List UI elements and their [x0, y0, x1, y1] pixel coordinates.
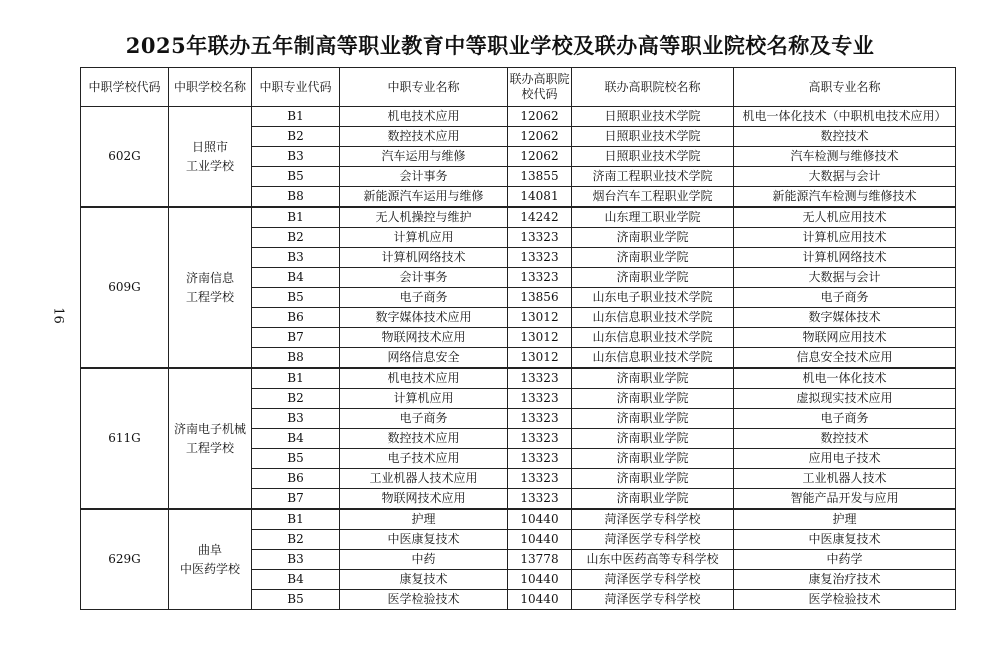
college-code-cell: 12062 [508, 127, 572, 147]
college-major-cell: 工业机器人技术 [734, 469, 956, 489]
college-name-cell: 菏泽医学专科学校 [572, 590, 734, 610]
major-name-cell: 计算机应用 [340, 228, 508, 248]
major-code-cell: B2 [252, 530, 340, 550]
page-title: 2025年联办五年制高等职业教育中等职业学校及联办高等职业院校名称及专业 [125, 33, 875, 58]
major-code-cell: B1 [252, 509, 340, 530]
college-code-cell: 13012 [508, 308, 572, 328]
college-major-cell: 计算机网络技术 [734, 248, 956, 268]
college-code-cell: 13323 [508, 469, 572, 489]
school-name-cell: 济南信息 工程学校 [169, 207, 252, 368]
college-name-cell: 济南工程职业技术学院 [572, 167, 734, 187]
college-name-cell: 济南职业学院 [572, 268, 734, 288]
major-code-cell: B7 [252, 328, 340, 348]
college-major-cell: 医学检验技术 [734, 590, 956, 610]
college-code-cell: 13323 [508, 389, 572, 409]
college-name-cell: 济南职业学院 [572, 469, 734, 489]
major-name-cell: 医学检验技术 [340, 590, 508, 610]
major-code-cell: B6 [252, 469, 340, 489]
college-code-cell: 13323 [508, 228, 572, 248]
college-major-cell: 中医康复技术 [734, 530, 956, 550]
major-code-cell: B4 [252, 429, 340, 449]
major-name-cell: 无人机操控与维护 [340, 207, 508, 228]
major-name-cell: 汽车运用与维修 [340, 147, 508, 167]
header-school-code: 中职学校代码 [81, 68, 169, 107]
school-code-cell: 611G [81, 368, 169, 509]
college-major-cell: 汽车检测与维修技术 [734, 147, 956, 167]
major-code-cell: B8 [252, 187, 340, 208]
major-code-cell: B3 [252, 550, 340, 570]
school-code-cell: 609G [81, 207, 169, 368]
college-name-cell: 日照职业技术学院 [572, 107, 734, 127]
college-code-cell: 13856 [508, 288, 572, 308]
college-code-cell: 13323 [508, 489, 572, 510]
major-code-cell: B7 [252, 489, 340, 510]
school-name-cell: 济南电子机械 工程学校 [169, 368, 252, 509]
college-name-cell: 济南职业学院 [572, 429, 734, 449]
college-code-cell: 13778 [508, 550, 572, 570]
college-name-cell: 菏泽医学专科学校 [572, 530, 734, 550]
major-name-cell: 计算机应用 [340, 389, 508, 409]
major-code-cell: B5 [252, 590, 340, 610]
table-row [81, 207, 956, 228]
major-code-cell: B3 [252, 147, 340, 167]
college-name-cell: 山东理工职业学院 [572, 207, 734, 228]
college-major-cell: 虚拟现实技术应用 [734, 389, 956, 409]
college-name-cell: 济南职业学院 [572, 449, 734, 469]
major-name-cell: 康复技术 [340, 570, 508, 590]
major-name-cell: 工业机器人技术应用 [340, 469, 508, 489]
major-code-cell: B1 [252, 107, 340, 127]
major-code-cell: B2 [252, 389, 340, 409]
college-major-cell: 机电一体化技术 [734, 368, 956, 389]
college-code-cell: 10440 [508, 590, 572, 610]
header-major-name: 中职专业名称 [340, 68, 508, 107]
college-major-cell: 电子商务 [734, 409, 956, 429]
college-major-cell: 数字媒体技术 [734, 308, 956, 328]
header-college-code: 联办高职院校代码 [508, 68, 572, 107]
college-name-cell: 山东电子职业技术学院 [572, 288, 734, 308]
major-code-cell: B4 [252, 570, 340, 590]
major-code-cell: B3 [252, 409, 340, 429]
college-major-cell: 中药学 [734, 550, 956, 570]
table-row [81, 368, 956, 389]
major-name-cell: 计算机网络技术 [340, 248, 508, 268]
header-college-name: 联办高职院校名称 [572, 68, 734, 107]
college-code-cell: 13323 [508, 268, 572, 288]
major-name-cell: 中医康复技术 [340, 530, 508, 550]
college-name-cell: 日照职业技术学院 [572, 127, 734, 147]
school-name-cell: 日照市 工业学校 [169, 107, 252, 208]
college-code-cell: 13323 [508, 409, 572, 429]
college-name-cell: 济南职业学院 [572, 228, 734, 248]
major-name-cell: 数字媒体技术应用 [340, 308, 508, 328]
college-code-cell: 13323 [508, 449, 572, 469]
college-code-cell: 10440 [508, 530, 572, 550]
major-code-cell: B8 [252, 348, 340, 369]
major-name-cell: 机电技术应用 [340, 368, 508, 389]
major-name-cell: 物联网技术应用 [340, 489, 508, 510]
college-major-cell: 大数据与会计 [734, 167, 956, 187]
college-major-cell: 信息安全技术应用 [734, 348, 956, 369]
college-major-cell: 计算机应用技术 [734, 228, 956, 248]
major-code-cell: B4 [252, 268, 340, 288]
major-name-cell: 数控技术应用 [340, 127, 508, 147]
college-name-cell: 山东信息职业技术学院 [572, 328, 734, 348]
college-name-cell: 山东信息职业技术学院 [572, 348, 734, 369]
college-name-cell: 济南职业学院 [572, 409, 734, 429]
table-row [81, 509, 956, 530]
college-code-cell: 14081 [508, 187, 572, 208]
major-code-cell: B2 [252, 127, 340, 147]
school-code-cell: 629G [81, 509, 169, 610]
college-code-cell: 12062 [508, 147, 572, 167]
college-major-cell: 数控技术 [734, 127, 956, 147]
college-name-cell: 山东中医药高等专科学校 [572, 550, 734, 570]
major-name-cell: 电子商务 [340, 288, 508, 308]
college-code-cell: 14242 [508, 207, 572, 228]
college-major-cell: 无人机应用技术 [734, 207, 956, 228]
major-name-cell: 护理 [340, 509, 508, 530]
major-code-cell: B6 [252, 308, 340, 328]
college-major-cell: 物联网应用技术 [734, 328, 956, 348]
major-code-cell: B1 [252, 368, 340, 389]
header-college-major: 高职专业名称 [734, 68, 956, 107]
college-name-cell: 山东信息职业技术学院 [572, 308, 734, 328]
college-major-cell: 机电一体化技术（中职机电技术应用） [734, 107, 956, 127]
college-major-cell: 康复治疗技术 [734, 570, 956, 590]
college-name-cell: 烟台汽车工程职业学院 [572, 187, 734, 208]
school-name-cell: 曲阜 中医药学校 [169, 509, 252, 610]
major-name-cell: 会计事务 [340, 167, 508, 187]
major-code-cell: B5 [252, 167, 340, 187]
major-name-cell: 网络信息安全 [340, 348, 508, 369]
major-code-cell: B2 [252, 228, 340, 248]
major-name-cell: 物联网技术应用 [340, 328, 508, 348]
page-number: 16 [50, 307, 66, 324]
college-code-cell: 10440 [508, 570, 572, 590]
major-code-cell: B5 [252, 449, 340, 469]
college-major-cell: 智能产品开发与应用 [734, 489, 956, 510]
college-major-cell: 护理 [734, 509, 956, 530]
college-code-cell: 13323 [508, 429, 572, 449]
school-code-cell: 602G [81, 107, 169, 208]
college-code-cell: 13012 [508, 328, 572, 348]
college-name-cell: 济南职业学院 [572, 368, 734, 389]
major-code-cell: B1 [252, 207, 340, 228]
college-code-cell: 13323 [508, 368, 572, 389]
program-table [80, 67, 956, 610]
college-code-cell: 13855 [508, 167, 572, 187]
college-code-cell: 10440 [508, 509, 572, 530]
college-name-cell: 菏泽医学专科学校 [572, 570, 734, 590]
college-major-cell: 新能源汽车检测与维修技术 [734, 187, 956, 208]
header-school-name: 中职学校名称 [169, 68, 252, 107]
major-name-cell: 机电技术应用 [340, 107, 508, 127]
college-code-cell: 13012 [508, 348, 572, 369]
major-name-cell: 中药 [340, 550, 508, 570]
college-name-cell: 日照职业技术学院 [572, 147, 734, 167]
college-code-cell: 12062 [508, 107, 572, 127]
college-major-cell: 电子商务 [734, 288, 956, 308]
college-major-cell: 应用电子技术 [734, 449, 956, 469]
major-name-cell: 数控技术应用 [340, 429, 508, 449]
college-major-cell: 数控技术 [734, 429, 956, 449]
college-name-cell: 济南职业学院 [572, 489, 734, 510]
major-name-cell: 电子技术应用 [340, 449, 508, 469]
college-name-cell: 济南职业学院 [572, 389, 734, 409]
header-row [81, 68, 956, 107]
college-name-cell: 菏泽医学专科学校 [572, 509, 734, 530]
major-code-cell: B3 [252, 248, 340, 268]
college-major-cell: 大数据与会计 [734, 268, 956, 288]
college-code-cell: 13323 [508, 248, 572, 268]
table-row [81, 107, 956, 127]
major-code-cell: B5 [252, 288, 340, 308]
major-name-cell: 电子商务 [340, 409, 508, 429]
college-name-cell: 济南职业学院 [572, 248, 734, 268]
major-name-cell: 新能源汽车运用与维修 [340, 187, 508, 208]
major-name-cell: 会计事务 [340, 268, 508, 288]
header-major-code: 中职专业代码 [252, 68, 340, 107]
